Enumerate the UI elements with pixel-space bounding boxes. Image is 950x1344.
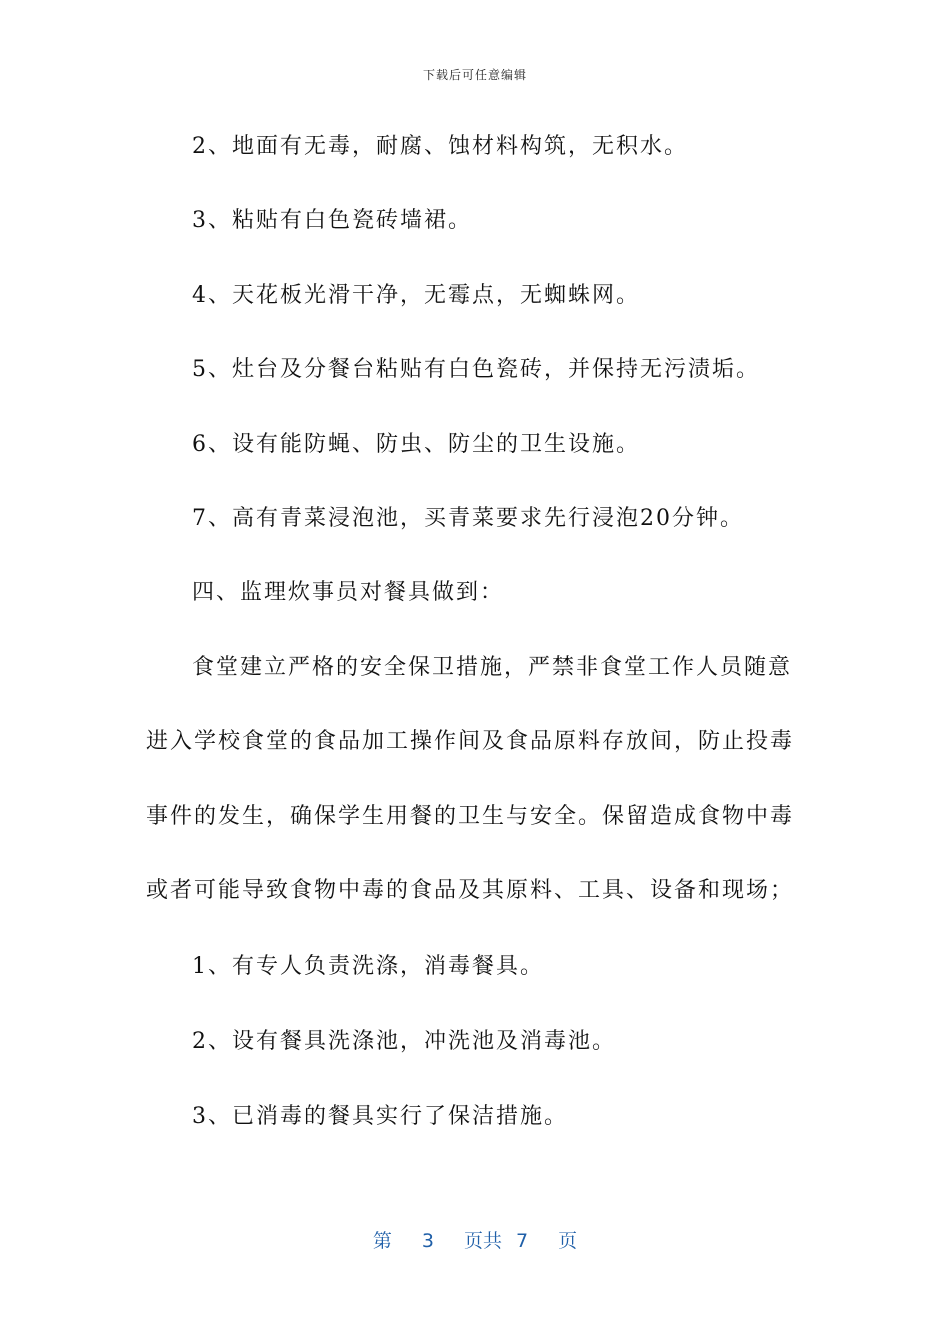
paragraph-line: 事件的发生，确保学生用餐的卫生与安全。保留造成食物中毒 <box>146 804 795 829</box>
list-item: 5、灶台及分餐台粘贴有白色瓷砖，并保持无污渍垢。 <box>192 357 760 382</box>
total-pages-number: 7 <box>516 1230 529 1252</box>
paragraph-line: 食堂建立严格的安全保卫措施，严禁非食堂工作人员随意 <box>192 655 793 680</box>
list-item: 2、设有餐具洗涤池，冲洗池及消毒池。 <box>192 1029 616 1054</box>
list-item: 1、有专人负责洗涤，消毒餐具。 <box>192 954 544 979</box>
list-item: 2、地面有无毒，耐腐、蚀材料构筑，无积水。 <box>192 134 688 159</box>
paragraph-line: 进入学校食堂的食品加工操作间及食品原料存放间，防止投毒 <box>146 729 795 754</box>
paragraph-line: 或者可能导致食物中毒的食品及其原料、工具、设备和现场； <box>146 878 795 903</box>
page-prefix: 第 <box>372 1230 392 1252</box>
current-page-number: 3 <box>421 1230 434 1252</box>
section-heading: 四、监理炊事员对餐具做到： <box>192 580 505 605</box>
list-item: 6、设有能防蝇、防虫、防尘的卫生设施。 <box>192 432 640 457</box>
list-item: 7、高有青菜浸泡池，买青菜要求先行浸泡20分钟。 <box>192 506 744 531</box>
page-suffix: 页 <box>558 1230 578 1252</box>
list-item: 3、已消毒的餐具实行了保洁措施。 <box>192 1104 568 1129</box>
list-item: 4、天花板光滑干净，无霉点，无蜘蛛网。 <box>192 283 640 308</box>
list-item: 3、粘贴有白色瓷砖墙裙。 <box>192 208 472 233</box>
header-note: 下载后可任意编辑 <box>422 68 527 82</box>
page-number-footer <box>0 1226 950 1253</box>
page-mid: 页共 <box>463 1230 502 1252</box>
